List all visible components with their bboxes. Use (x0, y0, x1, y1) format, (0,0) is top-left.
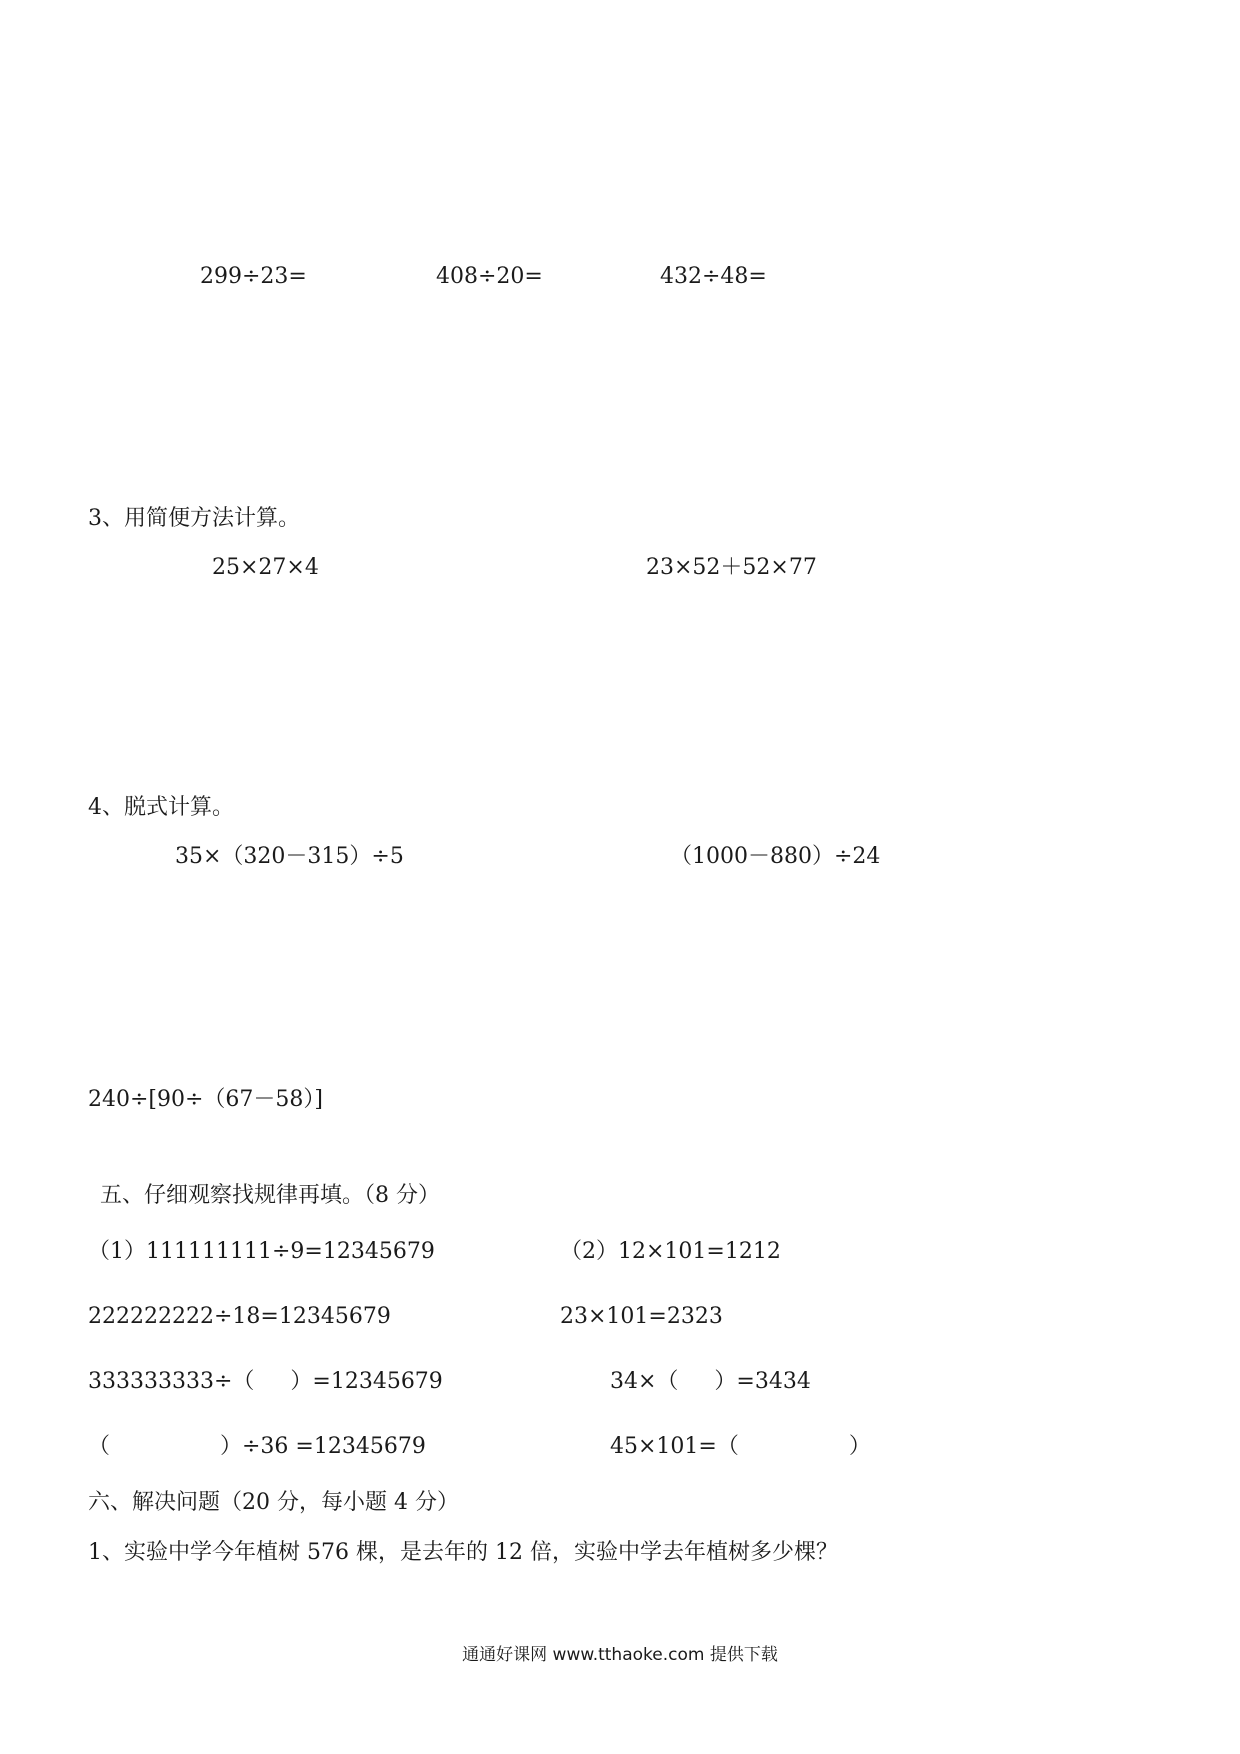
stepwise-expression-3: 240÷[90÷（67－58）] (88, 1087, 324, 1112)
section-6-heading: 六、解决问题（20 分，每小题 4 分） (88, 1490, 459, 1515)
pattern-right-row-3: 34×（ ）=3434 (610, 1369, 811, 1394)
stepwise-expression-1: 35×（320－315）÷5 (175, 844, 404, 869)
section-4-heading: 4、脱式计算。 (88, 795, 234, 820)
section-3-heading: 3、用简便方法计算。 (88, 506, 300, 531)
pattern-right-row-4: 45×101=（ ） (610, 1434, 871, 1459)
simplify-expression-2: 23×52＋52×77 (646, 555, 817, 580)
pattern-right-row-2: 23×101=2323 (560, 1304, 723, 1329)
footer-source: 通通好课网 www.tthaoke.com 提供下载 (462, 1645, 778, 1665)
division-expression-1: 299÷23= (200, 264, 307, 289)
problem-1-text: 1、实验中学今年植树 576 棵，是去年的 12 倍，实验中学去年植树多少棵？ (88, 1540, 838, 1565)
stepwise-expression-2: （1000－880）÷24 (670, 844, 881, 869)
division-expression-2: 408÷20= (436, 264, 543, 289)
pattern-right-row-1: （2）12×101=1212 (560, 1239, 781, 1264)
pattern-left-row-1: （1）111111111÷9=12345679 (88, 1239, 435, 1264)
simplify-expression-1: 25×27×4 (212, 555, 319, 580)
pattern-left-row-4: （ ）÷36 =12345679 (88, 1434, 426, 1459)
pattern-left-row-2: 222222222÷18=12345679 (88, 1304, 391, 1329)
division-expression-3: 432÷48= (660, 264, 767, 289)
section-5-heading: 五、仔细观察找规律再填。（8 分） (100, 1183, 440, 1208)
pattern-left-row-3: 333333333÷（ ）=12345679 (88, 1369, 443, 1394)
